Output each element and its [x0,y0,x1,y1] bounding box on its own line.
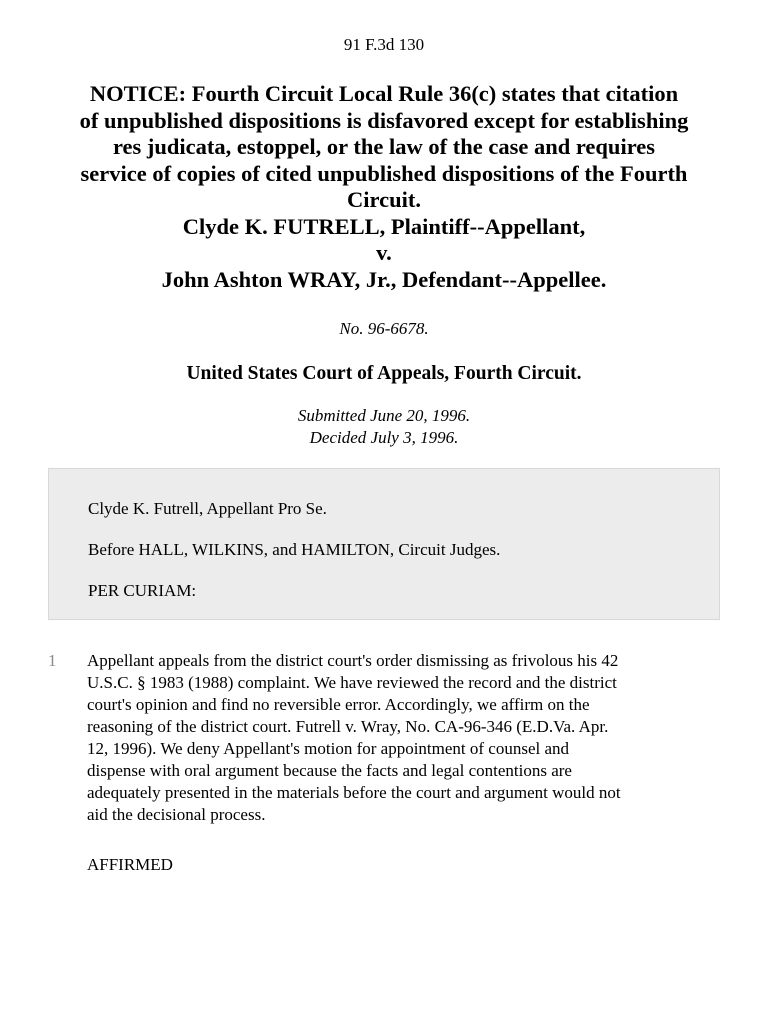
notice-line-1: NOTICE: Fourth Circuit Local Rule 36(c) states that citation [89,81,679,106]
versus-line: v. [376,240,392,265]
notice-line-2: of unpublished dispositions is disfavored except for establishing [79,107,689,133]
opinion-paragraph [87,650,719,826]
counsel-line: Clyde K. Futrell, Appellant Pro Se. [88,499,327,518]
defendant-line: John Ashton WRAY, Jr., Defendant--Appellee. [161,266,607,292]
paragraph-line: 12, 1996). We deny Appellant's motion for appointment of counsel and [87,739,570,758]
notice-line-4: service of copies of cited unpublished dispositions of the Fourth [80,160,688,186]
paragraph-line: Appellant appeals from the district court's order dismissing as frivolous his 42 [87,651,619,670]
paragraph-line: court's opinion and find no reversible error. Accordingly, we affirm on the [87,695,590,714]
per-curiam-line: PER CURIAM: [88,581,197,600]
judges-line: Before HALL, WILKINS, and HAMILTON, Circuit Judges. [88,540,501,559]
court-name: United States Court of Appeals, Fourth Circuit. [186,363,582,384]
case-dates [0,405,768,449]
docket-number: No. 96-6678. [339,319,429,338]
citation-header: 91 F.3d 130 [343,35,425,54]
paragraph-line: dispense with oral argument because the facts and legal contentions are [87,761,572,780]
case-title-block [40,81,728,293]
paragraph-number: 1 [48,651,57,670]
disposition: AFFIRMED [87,855,173,874]
submitted-date: Submitted June 20, 1996. [297,406,471,425]
paragraph-line: aid the decisional process. [87,805,266,824]
notice-line-3: res judicata, estoppel, or the law of the case and requires [112,134,656,159]
decided-date: Decided July 3, 1996. [309,428,459,447]
plaintiff-line: Clyde K. FUTRELL, Plaintiff--Appellant, [182,213,586,239]
notice-line-5: Circuit. [347,187,421,212]
paragraph-line: adequately presented in the materials before the court and argument would not [87,783,621,802]
case-info-box [48,468,720,620]
paragraph-line: reasoning of the district court. Futrell v. Wray, No. CA-96-346 (E.D.Va. Apr. [87,717,609,736]
paragraph-line: U.S.C. § 1983 (1988) complaint. We have reviewed the record and the district [87,673,617,692]
